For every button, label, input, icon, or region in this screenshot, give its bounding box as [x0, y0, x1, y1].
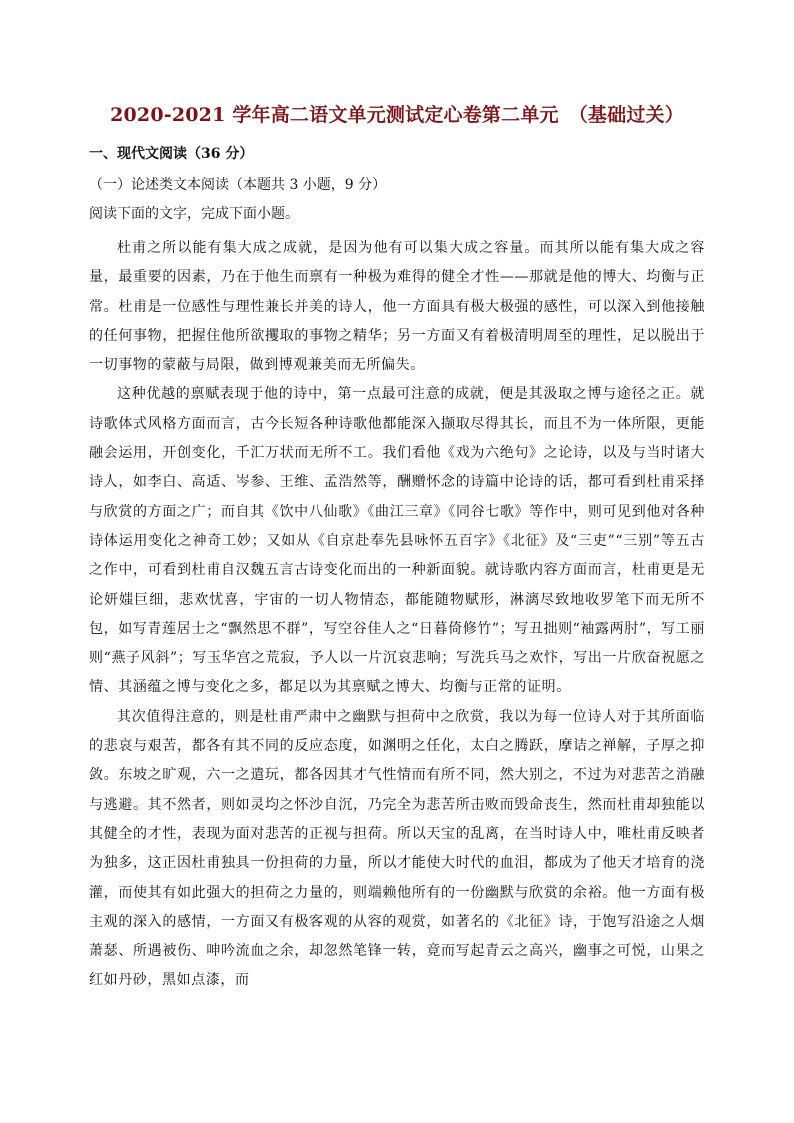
paragraph-2: 这种优越的禀赋表现于他的诗中，第一点最可注意的成就，便是其汲取之博与途径之正。就诗歌体式风格方面而言，古今长短各种诗歌他都能深入撷取尽得其长，而且不为一体所限，更能融会运用，开创变化，千汇万状而无所不工。我们看他《戏为六绝句》之论诗，以及与当时诸大诗人，如李白、高适、岑参、王维、孟浩然等，酬赠怀念的诗篇中论诗的话，都可看到杜甫采择与欣赏的方面之广；而自其《饮中八仙歌》《曲江三章》《同谷七歌》等作中，则可见到他对各种诗体运用变化之神奇工妙；又如从《自京赴奉先县咏怀五百字》《北征》及“三吏”“三别”等五古之作中，可看到杜甫自汉魏五言古诗变化而出的一种新面貌。就诗歌内容方面而言，杜甫更是无论妍媸巨细，悲欢忧喜，宇宙的一切人物情态，都能随物赋形，淋漓尽致地收罗笔下而无所不包，如写青莲居士之“飘然思不群”，写空谷佳人之“日暮倚修竹”；写丑拙则“袖露两肘”，写工丽则“燕子风斜”；写玉华宫之荒寂，予人以一片沉哀悲响；写洗兵马之欢忭，写出一片欣奋祝愿之情、其涵蕴之博与变化之多，都足以为其禀赋之博大、均衡与正常的证明。	[89, 386, 705, 696]
title-suffix: （基础过关）	[568, 104, 684, 126]
document-title	[0, 103, 794, 127]
paragraph-3: 其次值得注意的，则是杜甫严肃中之幽默与担荷中之欣赏，我以为每一位诗人对于其所面临的悲哀与艰苦，都各有其不同的反应态度，如渊明之任化，太白之腾跃，摩诘之禅解，子厚之抑敛。东坡之旷观，六一之遣玩，都各因其才气性情而有所不同，然大别之，不过为对悲苦之消融与逃避。其不然者，则如灵均之怀沙自沉，乃完全为悲苦所击败而毁命丧生，然而杜甫却独能以其健全的才性，表现为面对悲苦的正视与担荷。所以天宝的乱离，在当时诗人中，唯杜甫反映者为独多，这正因杜甫独具一份担荷的力量，所以才能使大时代的血泪，都成为了他天才培育的浇灌，而使其有如此强大的担荷之力量的，则端赖他所有的一份幽默与欣赏的余裕。他一方面有极主观的深入的感情，一方面又有极客观的从容的观赏，如著名的《北征》诗，于饱写沿途之人烟萧瑟、所遇被伤、呻吟流血之余，却忽然笔锋一转，竟而写起青云之高兴，幽事之可悦，山果之红如丹砂，黑如点漆，而	[89, 708, 705, 989]
paragraph-1: 杜甫之所以能有集大成之成就，是因为他有可以集大成之容量。而其所以能有集大成之容量，最重要的因素，乃在于他生而禀有一种极为难得的健全才性——那就是他的博大、均衡与正常。杜甫是一位感性与理性兼长并美的诗人，他一方面具有极大极强的感性，可以深入到他接触的任何事物，把握住他所欲攫取的事物之精华；另一方面又有着极清明周至的理性，足以脱出于一切事物的蒙蔽与局限，做到博观兼美而无所偏失。	[89, 240, 705, 374]
title-main: 2020-2021 学年高二语文单元测试定心卷第二单元	[110, 104, 559, 126]
sub-heading: （一）论述类文本阅读（本题共 3 小题，9 分）	[89, 177, 387, 193]
instruction-text: 阅读下面的文字，完成下面小题。	[89, 206, 299, 222]
article-body	[89, 234, 705, 996]
section-heading: 一、现代文阅读（36 分）	[89, 146, 254, 162]
